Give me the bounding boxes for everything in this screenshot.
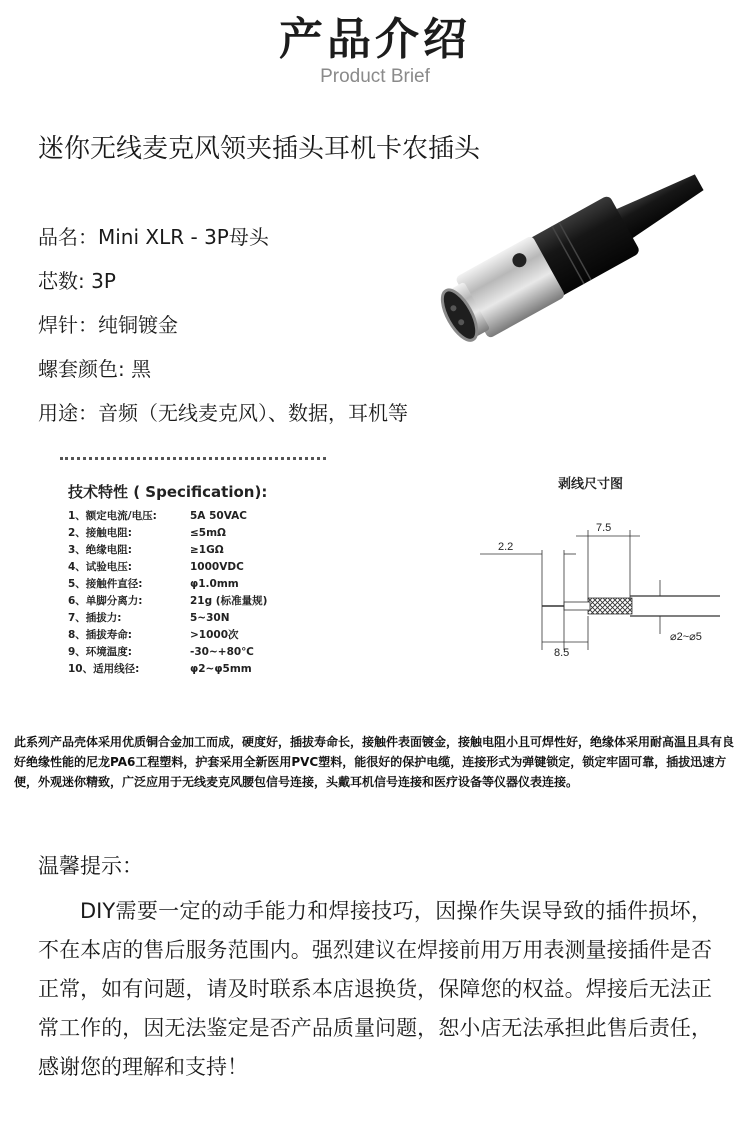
wire-strip-diagram bbox=[480, 510, 730, 670]
spec-row-value: 21g (标准量规) bbox=[190, 595, 268, 607]
product-spec-list bbox=[38, 222, 408, 442]
spec-row-value: φ1.0mm bbox=[190, 578, 239, 590]
spec-row bbox=[68, 559, 328, 576]
spec-item-pin: 焊针：纯铜镀金 bbox=[38, 313, 178, 337]
spec-row-label: 7、插拔力: bbox=[68, 612, 122, 624]
spec-row-label: 8、插拔寿命: bbox=[68, 629, 133, 641]
spec-row-value: 5A 50VAC bbox=[190, 510, 247, 522]
spec-row bbox=[68, 610, 328, 627]
page-title: 产品介绍 bbox=[279, 14, 471, 65]
dim-label-diameter: ⌀2~⌀5 bbox=[670, 631, 702, 643]
spec-row-label: 3、绝缘电阻: bbox=[68, 544, 133, 556]
spec-row-label: 9、环境温度: bbox=[68, 646, 133, 658]
spec-row-label: 10、适用线径: bbox=[68, 663, 140, 675]
spec-row-label: 4、试验电压: bbox=[68, 561, 133, 573]
spec-row-value: 5~30N bbox=[190, 612, 230, 624]
product-description: 此系列产品壳体采用优质铜合金加工而成，硬度好，插拔寿命长，接触件表面镀金，接触电阻小且可焊性好，绝缘体采用耐高温且具有良好绝缘性能的尼龙PA6工程塑料，护套采用全新医用PVC塑料，能很好的保护电缆，连接形式为弹键锁定，锁定牢固可靠，插拔迅速方便，外观迷你精致，广泛应用于无线麦克风腰包信号连接，头戴耳机信号连接和医疗设备等仪器仪表连接。 bbox=[14, 735, 735, 789]
spec-row bbox=[68, 542, 328, 559]
dim-label-7-5: 7.5 bbox=[596, 522, 612, 534]
product-name: 迷你无线麦克风领夹插头耳机卡农插头 bbox=[38, 134, 481, 164]
spec-row-value: -30~+80℃ bbox=[190, 646, 254, 658]
spec-row bbox=[68, 576, 328, 593]
spec-item-usage: 用途：音频（无线麦克风）、数据，耳机等 bbox=[38, 401, 408, 425]
page-subtitle: Product Brief bbox=[320, 66, 430, 87]
spec-row-label: 1、额定电流/电压: bbox=[68, 510, 157, 522]
dim-label-2-2: 2.2 bbox=[498, 541, 514, 553]
spec-row-value: 1000VDC bbox=[190, 561, 244, 573]
spec-row-value: φ2~φ5mm bbox=[190, 663, 252, 675]
dim-label-8-5: 8.5 bbox=[554, 647, 570, 659]
tips-body: DIY需要一定的动手能力和焊接技巧，因操作失误导致的插件损坏，不在本店的售后服务范围内。强烈建议在焊接前用万用表测量接插件是否正常，如有问题，请及时联系本店退换货，保障您的权益。焊接后无法正常工作的，因无法鉴定是否产品质量问题，恕小店无法承担此售后责任，感谢您的理解和支持！ bbox=[38, 899, 712, 1079]
spec-row bbox=[68, 525, 328, 542]
connector-photo bbox=[418, 150, 723, 355]
spec-row bbox=[68, 508, 328, 525]
spec-row-label: 2、接触电阻: bbox=[68, 527, 133, 539]
spec-row-label: 5、接触件直径: bbox=[68, 578, 143, 590]
section-divider bbox=[60, 457, 326, 460]
spec-row-value: >1000次 bbox=[190, 629, 239, 641]
spec-row-value: ≤5mΩ bbox=[190, 527, 226, 539]
spec-row bbox=[68, 593, 328, 610]
strip-diagram-title: 剥线尺寸图 bbox=[558, 477, 624, 492]
spec-item-color: 螺套颜色: 黑 bbox=[38, 357, 152, 381]
tips-title: 温馨提示： bbox=[38, 854, 143, 878]
spec-row-label: 6、单脚分离力: bbox=[68, 595, 143, 607]
spec-row-value: ≥1GΩ bbox=[190, 544, 224, 556]
spec-item-cores: 芯数: 3P bbox=[38, 269, 116, 293]
spec-row bbox=[68, 661, 328, 678]
spec-table bbox=[68, 508, 328, 678]
spec-row bbox=[68, 627, 328, 644]
spec-row bbox=[68, 644, 328, 661]
spec-item-name: 品名：Mini XLR - 3P母头 bbox=[38, 225, 269, 249]
spec-table-title: 技术特性 ( Specification): bbox=[68, 483, 268, 501]
